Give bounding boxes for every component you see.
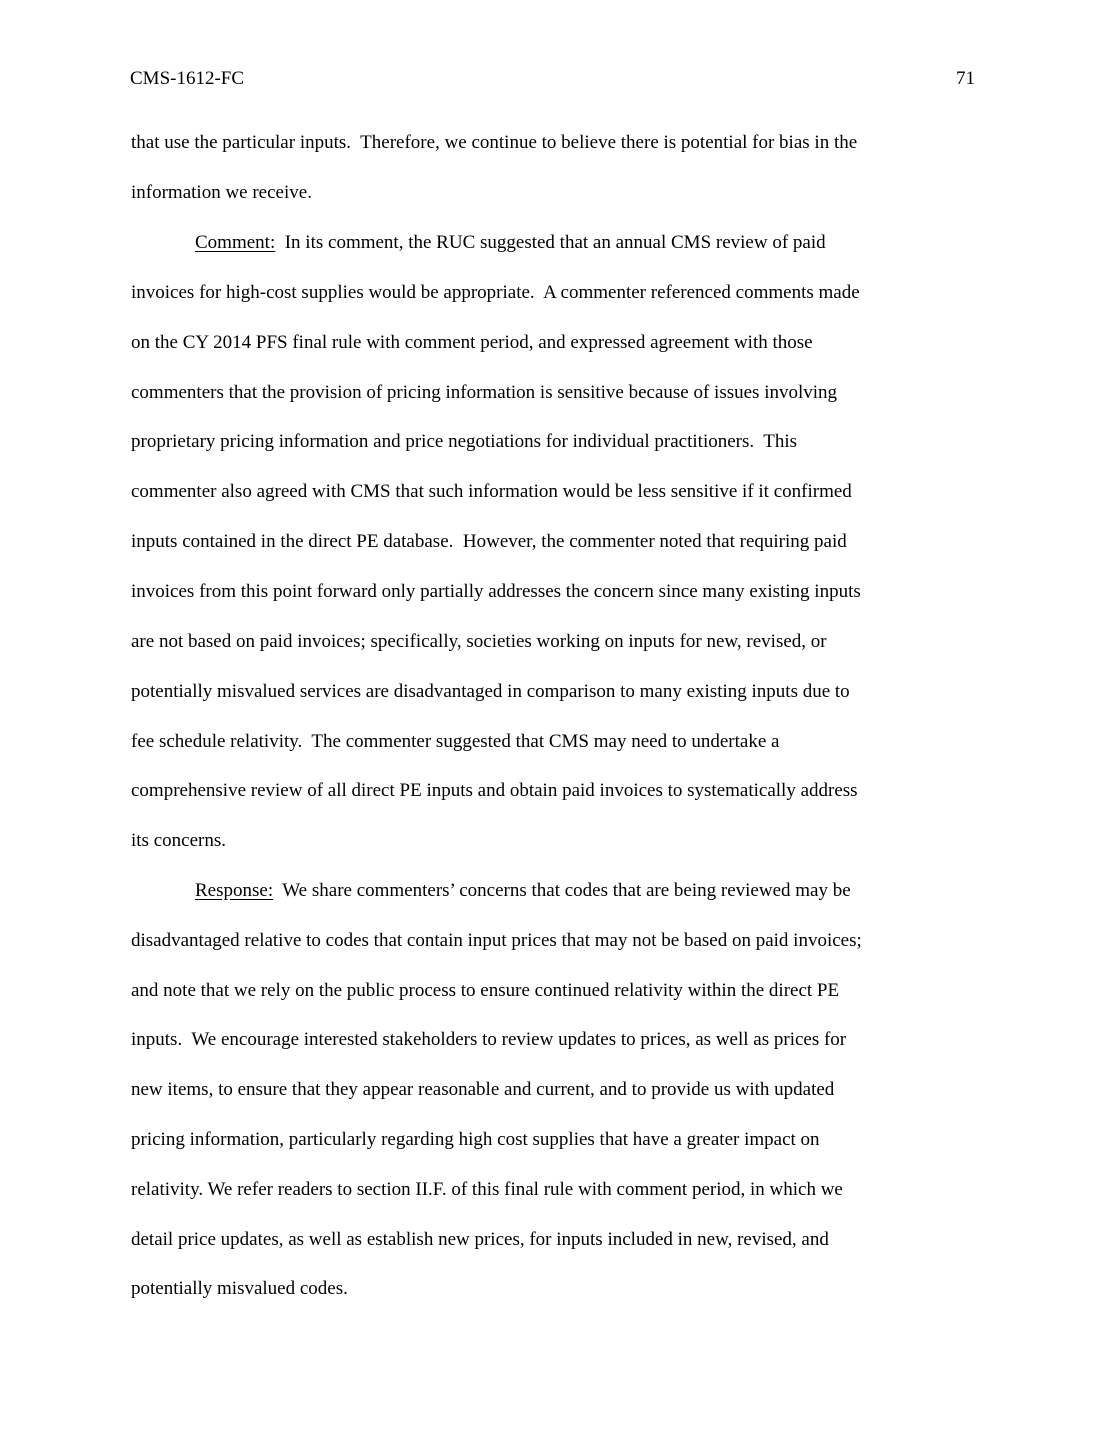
text-line: new items, to ensure that they appear reasonable and current, and to provide us with updated (131, 1079, 835, 1100)
text-line: disadvantaged relative to codes that contain input prices that may not be based on paid invoices; (131, 930, 862, 951)
text-line: on the CY 2014 PFS final rule with comment period, and expressed agreement with those (131, 332, 813, 353)
text-line: its concerns. (131, 830, 226, 851)
document-id: CMS-1612-FC (130, 68, 245, 89)
text-line: pricing information, particularly regarding high cost supplies that have a greater impact on (131, 1129, 820, 1150)
comment-text: In its comment, the RUC suggested that an annual CMS review of paid (275, 232, 826, 253)
text-line: commenters that the provision of pricing information is sensitive because of issues involving (131, 382, 838, 403)
text-line: relativity. We refer readers to section II.F. of this final rule with comment period, in which we (131, 1179, 843, 1200)
comment-label: Comment: (195, 232, 276, 253)
text-line: and note that we rely on the public process to ensure continued relativity within the direct PE (131, 980, 840, 1001)
response-label: Response: (195, 880, 274, 901)
text-line: comprehensive review of all direct PE inputs and obtain paid invoices to systematically address (131, 780, 858, 801)
text-line: inputs. We encourage interested stakeholders to review updates to prices, as well as prices for (131, 1029, 847, 1050)
response-paragraph-start (195, 879, 851, 903)
response-text: We share commenters’ concerns that codes that are being reviewed may be (273, 880, 851, 901)
text-line: inputs contained in the direct PE database. However, the commenter noted that requiring paid (131, 531, 847, 552)
text-line: commenter also agreed with CMS that such information would be less sensitive if it confirmed (131, 481, 852, 502)
text-line: are not based on paid invoices; specifically, societies working on inputs for new, revised, or (131, 631, 827, 652)
text-line: potentially misvalued codes. (131, 1278, 348, 1299)
text-line: potentially misvalued services are disadvantaged in comparison to many existing inputs due to (131, 681, 850, 702)
text-line: invoices from this point forward only partially addresses the concern since many existing inputs (131, 581, 861, 602)
text-line: detail price updates, as well as establish new prices, for inputs included in new, revised, and (131, 1229, 829, 1250)
comment-paragraph-start (195, 231, 826, 255)
text-line: information we receive. (131, 182, 312, 203)
page-number: 71 (956, 68, 975, 89)
text-line: fee schedule relativity. The commenter suggested that CMS may need to undertake a (131, 731, 780, 752)
text-line: invoices for high-cost supplies would be appropriate. A commenter referenced comments made (131, 282, 860, 303)
text-line: that use the particular inputs. Therefore, we continue to believe there is potential for bias in the (131, 132, 858, 153)
text-line: proprietary pricing information and price negotiations for individual practitioners. This (131, 431, 798, 452)
